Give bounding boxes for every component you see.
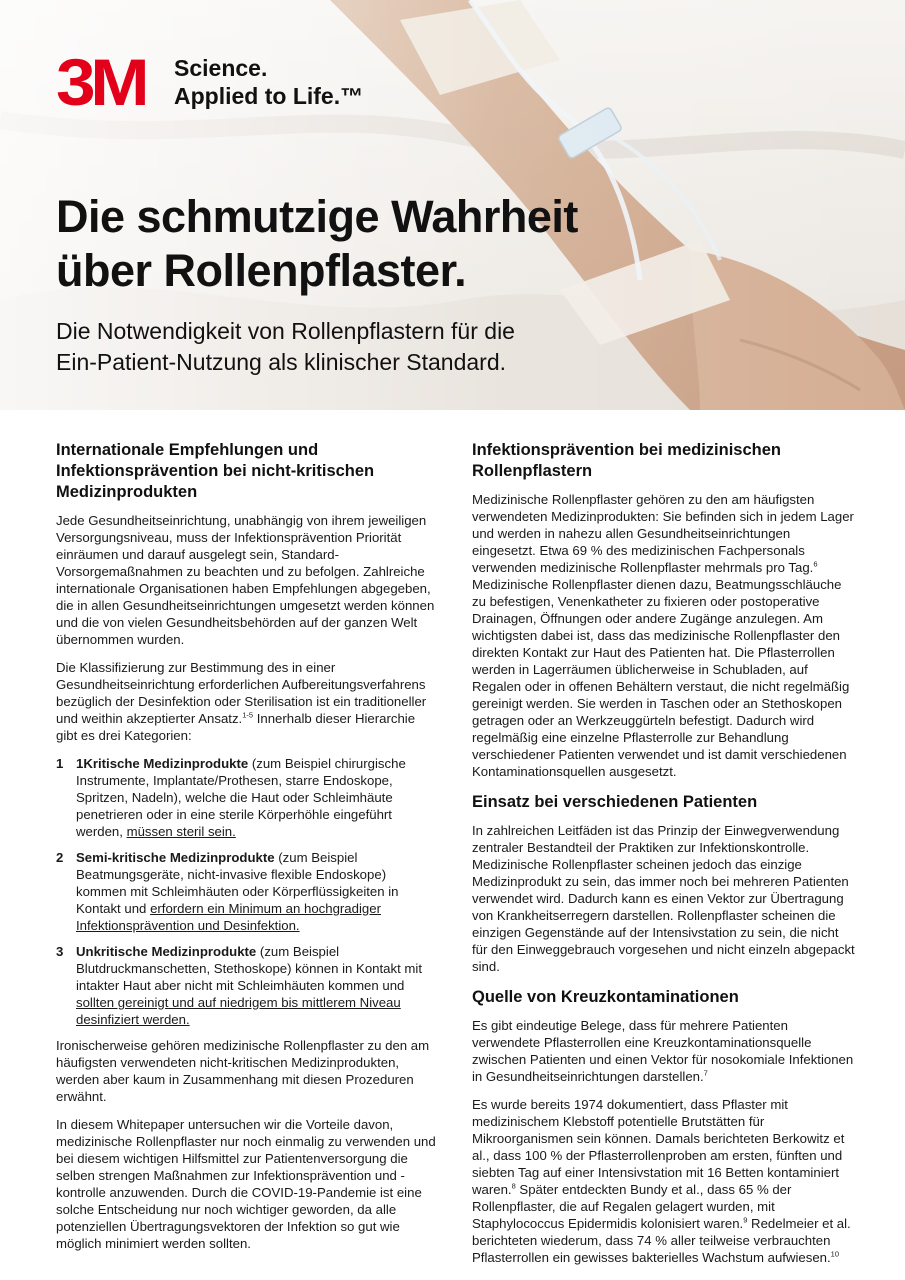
category-name: Semi-kritische Medizinprodukte: [76, 850, 275, 865]
section-heading-multi-patient: Einsatz bei verschiedenen Patienten: [472, 793, 758, 811]
reference-7: 7: [703, 1068, 708, 1078]
tagline-line-1: Science.: [174, 55, 268, 81]
category-name: 1Kritische Medizinprodukte: [76, 756, 249, 771]
tape-usage-tail: Medizinische Rollenpflaster dienen dazu, Beatmungsschläuche zu befestigen, Venenkatheter zu fixieren oder postoperative Drainagen, Öffnungen oder andere Zugänge anzulegen. Am wichtigsten dabei ist, dass das medizinische Rollenpflaster den direkten Kontakt zur Haut des Patienten hat. Die Pflasterrollen werden in Lagerräumen üblicherweise in Schubladen, auf Regalen oder in offenen Behältern verstaut, die nicht regelmäßig gereinigt werden. Sie werden in Taschen oder an Stethoskopen getragen oder an Werkzeuggürteln befestigt. Dadurch wird regelmäßig eine einzelne Pflasterrolle zur Behandlung verschiedener Patienten verwendet und ist damit verschiedenen Kontaminationsquellen ausgesetzt.: [472, 577, 850, 779]
section-heading-infection-prevention: Infektionsprävention bei medizinischen Rollenpflastern: [472, 441, 781, 480]
classification-text: Die Klassifizierung zur Bestimmung des in einer Gesundheitseinrichtung erforderlichen Aufbereitungsverfahrens bezüglich der Desinfektion oder Sterilisation ist ein traditioneller und weithin akzeptierter Ansatz.: [56, 660, 427, 726]
hero-banner: [0, 0, 905, 410]
list-number: 3: [56, 944, 64, 959]
paragraph-tape-usage: [472, 491, 857, 780]
3m-logo: 3M: [56, 45, 145, 119]
title-line-1: Die schmutzige Wahrheit: [56, 191, 578, 242]
paragraph-irony: Ironischerweise gehören medizinische Rollenpflaster zu den am häufigsten verwendeten nicht-kritischen Medizinprodukten, werden aber kaum in Zusammenhang mit diesen Prozeduren erwähnt.: [56, 1038, 430, 1104]
paragraph-intro: Jede Gesundheitseinrichtung, unabhängig von ihrem jeweiligen Versorgungsniveau, muss der Infektionsprävention Priorität einräumen und darauf ausgelegt sein, Standard-Vorsorgemaßnahmen zu beachten und zu befolgen. Zahlreiche internationale Organisationen haben Empfehlungen abgegeben, die in allen Gesundheitseinrichtungen umgesetzt werden können und die von vielen Gesundheitsbehörden auf der ganzen Welt übernommen wurden.: [56, 513, 435, 647]
studies-text-c: Redelmeier et al. berichteten wiederum, dass 74 % aller teilweise verbrauchten Pflasterrollen ein gewisses bakterielles Wachstum aufwiesen.: [472, 1216, 851, 1265]
list-body: [76, 755, 436, 840]
tape-usage-text: Medizinische Rollenpflaster gehören zu den am häufigsten verwendeten Medizinprodukten: Sie befinden sich in jedem Lager und werden in nahezu allen Gesundheitseinrichtungen eingesetzt. Etwa 69 % des medizinischen Fachpersonals verwenden medizinische Rollenpflaster mehrmals pro Tag.: [472, 492, 854, 575]
reference-6: 6: [813, 559, 818, 569]
reference-9: 9: [743, 1215, 748, 1225]
studies-text-a: Es wurde bereits 1974 dokumentiert, dass Pflaster mit medizinischem Klebstoff potentielle Brutstätten für Mikroorganismen sein können. Damals berichteten Berkowitz et al., dass 100 % der Pflasterrollenproben am ersten, fünften und siebten Tag auf einer Intensivstation mit 16 Betten kontaminiert waren.: [472, 1097, 845, 1197]
page-subtitle: [56, 316, 515, 378]
category-list: [56, 755, 436, 1028]
studies-text-b: Später entdeckten Bundy et al., dass 65 % der Rollenpflaster, die auf Regalen gelagert wurden, mit Staphylococcus Epidermidis kolonisiert waren.: [472, 1182, 792, 1231]
paragraph-classification: [56, 659, 436, 744]
subtitle-line-1: Die Notwendigkeit von Rollenpflastern für die: [56, 318, 515, 344]
category-desc: (zum Beispiel Beatmungsgeräte, nicht-invasive flexible Endoskope) kommen mit Schleimhäuten oder Körperflüssigkeiten in Kontakt und: [76, 850, 399, 916]
list-number: 1: [56, 756, 64, 771]
category-desc: (zum Beispiel chirurgische Instrumente, Implantate/Prothesen, starre Endoskope, Spritzen, Nadeln), welche die Haut oder Schleimhäute penetrieren oder in eine sterile Körperhöhle eingeführt werden,: [76, 756, 406, 839]
brand-tagline: [174, 54, 363, 110]
list-body: [76, 849, 436, 934]
reference-10: 10: [830, 1249, 840, 1259]
left-column: [56, 440, 436, 1263]
category-name: Unkritische Medizinprodukte: [76, 944, 257, 959]
right-column: [472, 440, 857, 1277]
category-requirement: erfordern ein Minimum an hochgradiger Infektionsprävention und Desinfektion.: [76, 901, 381, 933]
list-number: 2: [56, 850, 64, 865]
list-item: [56, 849, 436, 934]
category-requirement: müssen steril sein.: [126, 824, 236, 839]
category-requirement: sollten gereinigt und auf niedrigem bis mittlerem Niveau desinfiziert werden.: [76, 995, 401, 1027]
reference-1-5: 1-5: [242, 710, 254, 720]
section-heading-cross-contamination: Quelle von Kreuzkontaminationen: [472, 988, 739, 1006]
evidence-text: Es gibt eindeutige Belege, dass für mehrere Patienten verwendete Pflasterrollen eine Kreuzkontaminationsquelle zwischen Patienten und einen Vektor für nosokomiale Infektionen in Gesundheitseinrichtungen darstellen.: [472, 1018, 854, 1084]
list-item: [56, 755, 436, 840]
tagline-line-2: Applied to Life.™: [174, 83, 364, 109]
subtitle-line-2: Ein-Patient-Nutzung als klinischer Standard.: [56, 349, 507, 375]
section-heading-recommendations: Internationale Empfehlungen und Infektionsprävention bei nicht-kritischen Medizinprodukten: [56, 441, 375, 501]
paragraph-whitepaper: In diesem Whitepaper untersuchen wir die Vorteile davon, medizinische Rollenpflaster nur noch einmalig zu verwenden und bei diesem wichtigen Hilfsmittel zur Patientenversorgung die selben strengen Maßnahmen zur Infektionsprävention und -kontrolle anzuwenden. Durch die COVID-19-Pandemie ist eine solche Entscheidung nur noch wichtiger geworden, da alle potenziellen Übertragungsvektoren der Infektion so gut wie möglich minimiert werden sollten.: [56, 1117, 436, 1251]
list-body: [76, 943, 436, 1028]
page-title: [56, 190, 578, 298]
classification-tail: Innerhalb dieser Hierarchie gibt es drei Kategorien:: [56, 711, 416, 743]
title-line-2: über Rollenpflaster.: [56, 245, 467, 296]
category-desc: (zum Beispiel Blutdruckmanschetten, Stethoskope) können in Kontakt mit intakter Haut aber nicht mit Schleimhäuten kommen und: [76, 944, 422, 993]
paragraph-multi-patient: In zahlreichen Leitfäden ist das Prinzip der Einwegverwendung zentraler Bestandteil der Praktiken zur Infektionskontrolle. Medizinische Rollenpflaster scheinen jedoch das einzige Medizinprodukt zu sein, das immer noch bei mehreren Patienten verwendet wird. Dadurch kann es einen Vektor zur Übertragung von Krankheitserregern darstellen. Rollenpflaster scheinen die einzigen Gegenstände auf der Intensivstation zu sein, die nicht für den Einweggebrauch vorgesehen und nicht einzeln abgepackt sind.: [472, 823, 855, 974]
paragraph-studies: [472, 1096, 857, 1266]
reference-8: 8: [511, 1181, 516, 1191]
list-item: [56, 943, 436, 1028]
paragraph-evidence: [472, 1017, 857, 1085]
brand-lockup: [56, 45, 364, 119]
